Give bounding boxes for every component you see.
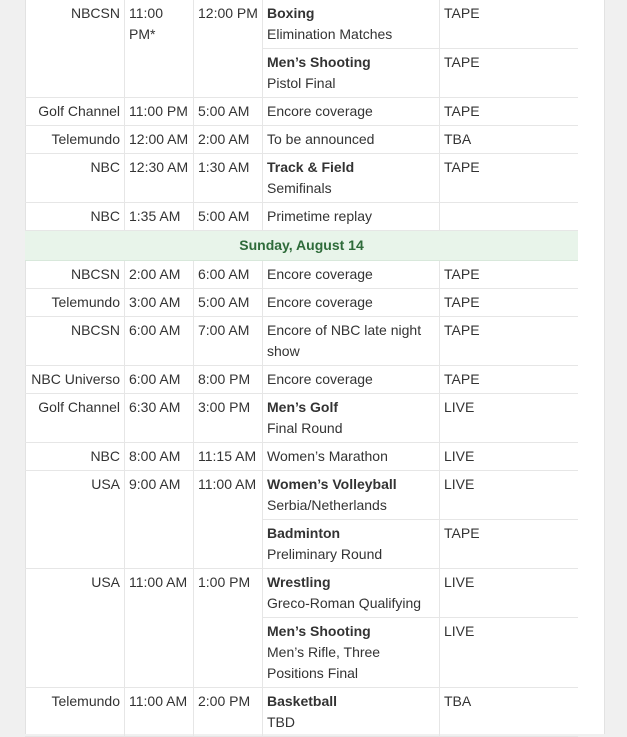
broadcast-type-cell: TAPE <box>440 366 579 394</box>
schedule-row <box>25 471 578 520</box>
event-cell <box>263 394 440 443</box>
event-cell <box>263 154 440 203</box>
event-cell <box>263 0 440 49</box>
end-time-cell: 5:00 AM <box>194 203 263 231</box>
broadcast-type-cell: TAPE <box>440 0 579 49</box>
event-title: Track & Field <box>267 159 355 175</box>
event-title: Men’s Shooting <box>267 623 371 639</box>
event-detail: To be announced <box>267 131 375 147</box>
start-time-cell: 6:00 AM <box>125 366 194 394</box>
start-time-cell: 2:00 AM <box>125 261 194 289</box>
event-detail: Elimination Matches <box>267 26 393 42</box>
broadcast-type-cell: LIVE <box>440 618 579 688</box>
event-title: Boxing <box>267 5 315 21</box>
day-header-row <box>25 231 578 261</box>
network-cell: USA <box>25 471 125 569</box>
end-time-cell: 8:00 PM <box>194 366 263 394</box>
network-cell: NBC <box>25 443 125 471</box>
network-cell: Telemundo <box>25 688 125 737</box>
broadcast-type-cell: TAPE <box>440 49 579 98</box>
schedule-row <box>25 203 578 231</box>
event-title: Badminton <box>267 525 341 541</box>
broadcast-type-cell: LIVE <box>440 569 579 618</box>
start-time-cell: 11:00 AM <box>125 569 194 688</box>
broadcast-type-cell: TAPE <box>440 98 579 126</box>
network-cell: NBCSN <box>25 261 125 289</box>
event-cell <box>263 569 440 618</box>
end-time-cell: 7:00 AM <box>194 317 263 366</box>
end-time-cell: 5:00 AM <box>194 289 263 317</box>
event-detail: Encore of NBC late night show <box>267 322 422 359</box>
schedule-table <box>25 0 578 737</box>
event-detail: Preliminary Round <box>267 546 383 562</box>
end-time-cell: 11:00 AM <box>194 471 263 569</box>
event-cell <box>263 366 440 394</box>
end-time-cell: 2:00 PM <box>194 688 263 737</box>
event-cell <box>263 289 440 317</box>
broadcast-type-cell: LIVE <box>440 443 579 471</box>
schedule-row <box>25 289 578 317</box>
start-time-cell: 12:30 AM <box>125 154 194 203</box>
broadcast-type-cell: TAPE <box>440 261 579 289</box>
schedule-row <box>25 394 578 443</box>
schedule-row <box>25 688 578 737</box>
end-time-cell: 12:00 PM <box>194 0 263 98</box>
start-time-cell: 9:00 AM <box>125 471 194 569</box>
schedule-row <box>25 154 578 203</box>
event-detail: Greco-Roman Qualifying <box>267 595 422 611</box>
schedule-row <box>25 569 578 618</box>
event-detail: Final Round <box>267 420 343 436</box>
broadcast-type-cell: TBA <box>440 688 579 737</box>
network-cell: USA <box>25 569 125 688</box>
schedule-row <box>25 443 578 471</box>
network-cell: NBC <box>25 154 125 203</box>
start-time-cell: 11:00 PM <box>125 98 194 126</box>
event-title: Wrestling <box>267 574 331 590</box>
event-title: Men’s Golf <box>267 399 339 415</box>
start-time-cell: 3:00 AM <box>125 289 194 317</box>
network-cell: NBCSN <box>25 0 125 98</box>
broadcast-type-cell: TBA <box>440 126 579 154</box>
event-cell <box>263 471 440 520</box>
event-detail: Men’s Rifle, Three Positions Final <box>267 644 381 681</box>
broadcast-type-cell: TAPE <box>440 289 579 317</box>
broadcast-type-cell <box>440 203 579 231</box>
broadcast-type-cell: TAPE <box>440 317 579 366</box>
schedule-row <box>25 0 578 49</box>
event-detail: Semifinals <box>267 180 332 196</box>
broadcast-type-cell: LIVE <box>440 471 579 520</box>
event-detail: Encore coverage <box>267 266 373 282</box>
event-detail: Serbia/Netherlands <box>267 497 387 513</box>
start-time-cell: 6:30 AM <box>125 394 194 443</box>
event-cell <box>263 261 440 289</box>
event-detail: Pistol Final <box>267 75 336 91</box>
event-detail: Encore coverage <box>267 294 373 310</box>
schedule-row <box>25 366 578 394</box>
network-cell: NBC <box>25 203 125 231</box>
day-header: Sunday, August 14 <box>25 231 578 261</box>
end-time-cell: 1:00 PM <box>194 569 263 688</box>
start-time-cell: 1:35 AM <box>125 203 194 231</box>
event-cell <box>263 203 440 231</box>
schedule-row <box>25 261 578 289</box>
start-time-cell: 11:00 AM <box>125 688 194 737</box>
event-cell <box>263 688 440 737</box>
schedule-row <box>25 98 578 126</box>
schedule-row <box>25 126 578 154</box>
event-detail: Encore coverage <box>267 371 373 387</box>
network-cell: Golf Channel <box>25 394 125 443</box>
broadcast-type-cell: TAPE <box>440 520 579 569</box>
network-cell: NBC Universo <box>25 366 125 394</box>
event-detail: Women’s Marathon <box>267 448 388 464</box>
event-detail: Primetime replay <box>267 208 373 224</box>
event-detail: Encore coverage <box>267 103 373 119</box>
event-cell <box>263 618 440 688</box>
network-cell: Telemundo <box>25 289 125 317</box>
event-title: Men’s Shooting <box>267 54 371 70</box>
end-time-cell: 1:30 AM <box>194 154 263 203</box>
network-cell: Telemundo <box>25 126 125 154</box>
end-time-cell: 11:15 AM <box>194 443 263 471</box>
event-cell <box>263 520 440 569</box>
start-time-cell: 6:00 AM <box>125 317 194 366</box>
broadcast-type-cell: LIVE <box>440 394 579 443</box>
end-time-cell: 5:00 AM <box>194 98 263 126</box>
start-time-cell: 8:00 AM <box>125 443 194 471</box>
event-cell <box>263 126 440 154</box>
start-time-cell: 12:00 AM <box>125 126 194 154</box>
network-cell: NBCSN <box>25 317 125 366</box>
event-cell <box>263 443 440 471</box>
broadcast-type-cell: TAPE <box>440 154 579 203</box>
start-time-cell: 11:00 PM* <box>125 0 194 98</box>
end-time-cell: 3:00 PM <box>194 394 263 443</box>
event-detail: TBD <box>267 714 295 730</box>
event-cell <box>263 98 440 126</box>
schedule-row <box>25 317 578 366</box>
event-title: Women’s Volleyball <box>267 476 397 492</box>
network-cell: Golf Channel <box>25 98 125 126</box>
event-title: Basketball <box>267 693 338 709</box>
end-time-cell: 6:00 AM <box>194 261 263 289</box>
end-time-cell: 2:00 AM <box>194 126 263 154</box>
event-cell <box>263 317 440 366</box>
event-cell <box>263 49 440 98</box>
